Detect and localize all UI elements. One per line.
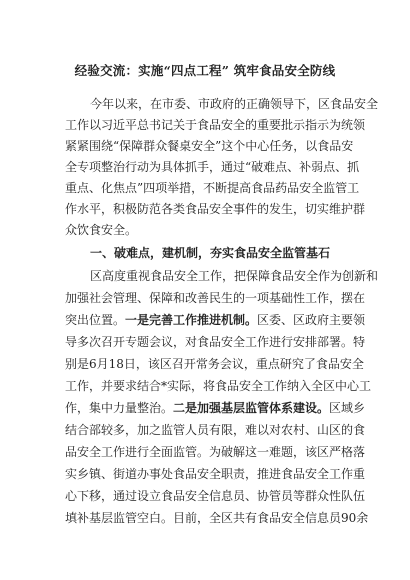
section-1-line-5: 别是6月18日，该区召开常务会议，重点研究了食品安全	[65, 357, 364, 371]
section-1-line-11: 心下移，通过设立食品安全信息员、协管员等群众性队伍	[65, 489, 366, 503]
intro-line-4: 全专项整治行动为具体抓手，通过“破难点、补弱点、抓	[65, 160, 360, 174]
intro-line-1: 今年以来，在市委、市政府的正确领导下，区食品安全	[90, 97, 379, 111]
section-1-line-10: 实乡镇、街道办事处食品安全职责，推进食品安全工作重	[65, 467, 366, 481]
section-1-line-7-text: 作，集中力量整治。	[65, 401, 174, 415]
section-1-line-3-text: 突出位置。	[65, 313, 126, 327]
section-1-line-8: 结合部较多，加之监管人员有限，难以对农村、山区的食	[65, 423, 366, 437]
intro-line-6: 作水平，积极防范各类食品安全事件的发生，切实维护群	[65, 202, 366, 216]
section-1-line-6: 工作，并要求结合*实际，将食品安全工作纳入全区中心工	[65, 379, 372, 393]
point-1-heading: 一是完善工作推进机制。	[125, 313, 258, 327]
document-title: 经验交流：实施“四点工程” 筑牢食品安全防线	[74, 63, 336, 78]
section-1-heading: 一、破难点，建机制，夯实食品安全监管基石	[90, 246, 331, 260]
section-1-line-3-tail: 区委、区政府主要领	[257, 313, 366, 327]
section-1-line-1: 区高度重视食品安全工作，把保障食品安全作为创新和	[90, 269, 379, 283]
section-1-line-7-tail: 区域乡	[329, 401, 366, 415]
intro-line-5: 重点、化焦点”四项举措，不断提高食品药品安全监管工	[65, 181, 360, 195]
section-1-line-12: 填补基层监管空白。目前，全区共有食品安全信息员90余	[65, 511, 369, 525]
section-1-line-7	[65, 401, 366, 416]
section-1-line-9: 品安全工作进行全面监管。为破解这一难题，该区严格落	[65, 445, 366, 459]
intro-line-2: 工作以习近平总书记关于食品安全的重要批示指示为统领	[65, 118, 366, 132]
intro-line-3: 紧紧围绕“保障群众餐桌安全”这个中心任务，以食品安	[65, 139, 354, 153]
section-1-line-4: 导多次召开专题会议，对食品安全工作进行安排部署。特	[65, 335, 366, 349]
section-1-line-3	[65, 313, 366, 328]
point-2-heading: 二是加强基层监管体系建设。	[173, 401, 330, 415]
intro-line-7: 众饮食安全。	[65, 223, 138, 237]
section-1-line-2: 加强社会管理、保障和改善民生的一项基础性工作，摆在	[65, 291, 366, 305]
